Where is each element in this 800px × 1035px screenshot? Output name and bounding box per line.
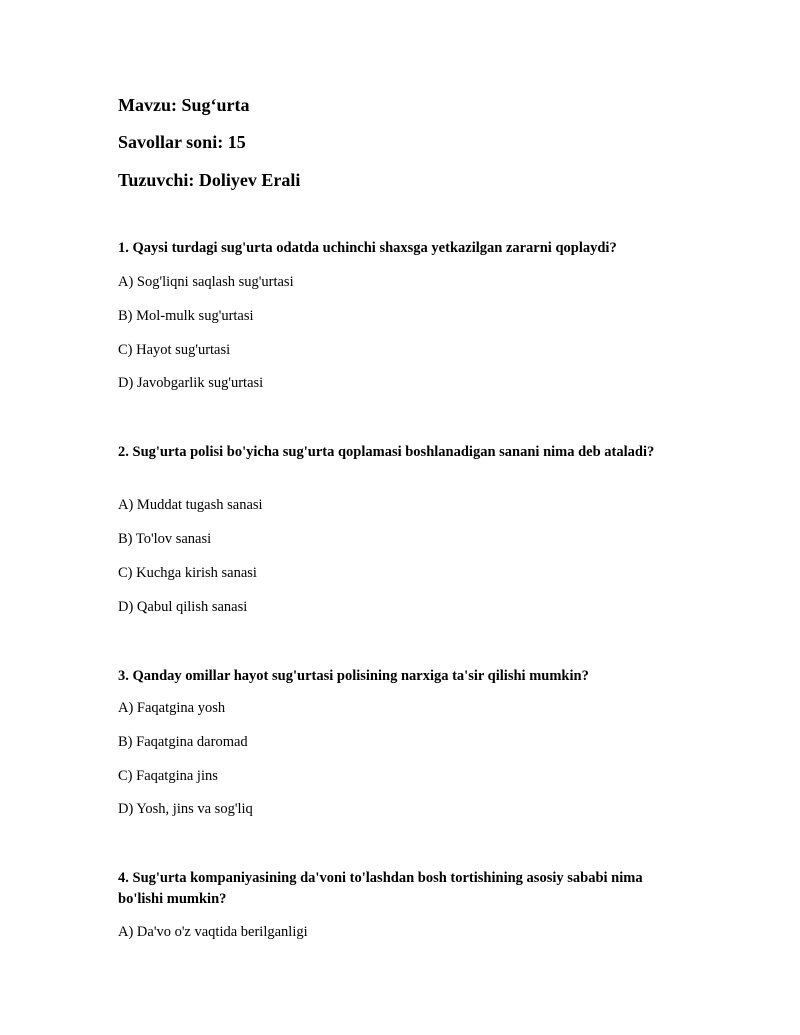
option-1b: B) Mol-mulk sug'urtasi [118,308,254,324]
option-2d: D) Qabul qilish sanasi [118,599,248,615]
question-count: Savollar soni: 15 [118,132,246,152]
question-3: 3. Qanday omillar hayot sug'urtasi polisining narxiga ta'sir qilishi mumkin? [118,668,589,684]
option-2b: B) To'lov sanasi [118,531,212,547]
option-1c: C) Hayot sug'urtasi [118,342,231,358]
question-4: 4. Sug'urta kompaniyasining da'voni to'lashdan bosh tortishining asosiy sababi nima bo'lishi mumkin? [118,870,643,907]
option-3d: D) Yosh, jins va sog'liq [118,801,253,817]
author: Tuzuvchi: Doliyev Erali [118,170,301,190]
option-4a: A) Da'vo o'z vaqtida berilganligi [118,924,308,940]
question-2: 2. Sug'urta polisi bo'yicha sug'urta qoplamasi boshlanadigan sanani nima deb ataladi? [118,444,655,460]
topic-heading: Mavzu: Sug‘urta [118,95,250,115]
option-1a: A) Sog'liqni saqlash sug'urtasi [118,274,294,290]
option-1d: D) Javobgarlik sug'urtasi [118,375,264,391]
option-3c: C) Faqatgina jins [118,768,218,784]
option-3a: A) Faqatgina yosh [118,700,226,716]
option-3b: B) Faqatgina daromad [118,734,248,750]
option-2c: C) Kuchga kirish sanasi [118,565,257,581]
option-2a: A) Muddat tugash sanasi [118,497,263,513]
question-1: 1. Qaysi turdagi sug'urta odatda uchinchi shaxsga yetkazilgan zararni qoplaydi? [118,240,617,256]
